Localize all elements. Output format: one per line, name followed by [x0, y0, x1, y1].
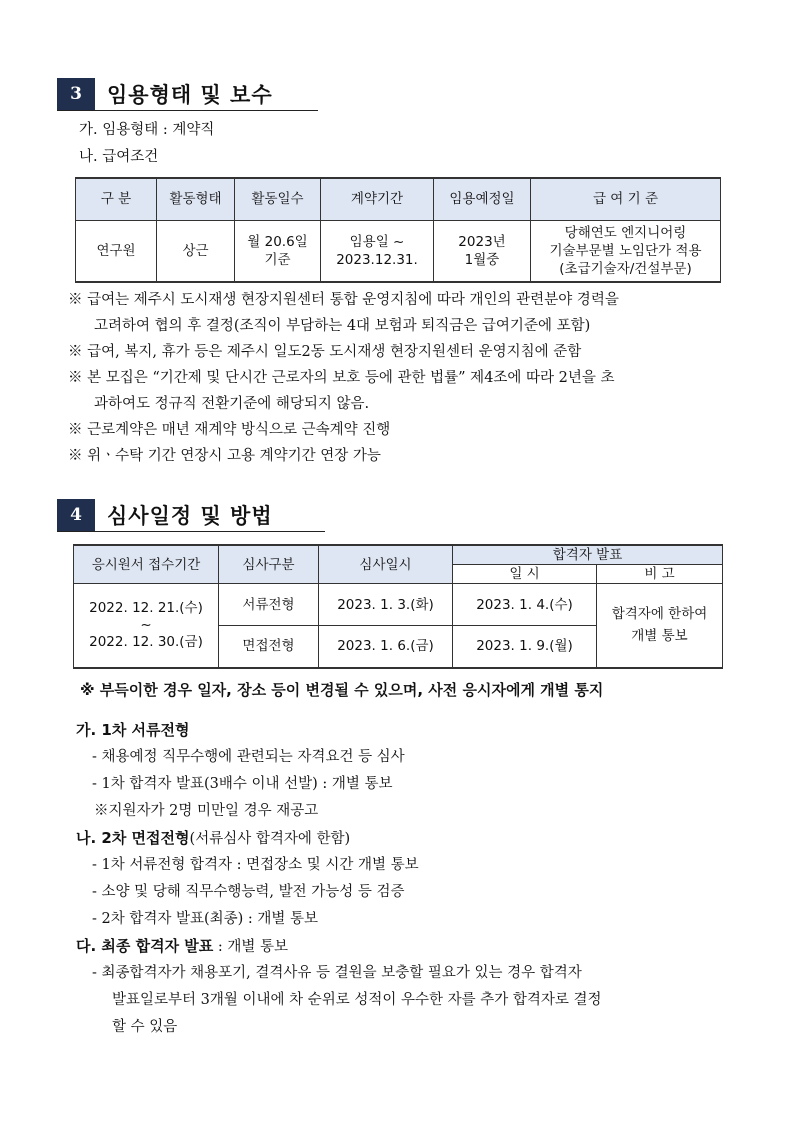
table-header: 심사일시: [319, 545, 453, 584]
section-title: 임용형태 및 보수: [107, 83, 273, 107]
table-cell: 2023. 1. 9.(월): [453, 626, 597, 668]
step-a-item: - 1차 합격자 발표(3배수 이내 선발) : 개별 통보: [92, 776, 393, 792]
cell-line: (초급기술자/건설부문): [559, 260, 692, 277]
note: ※ 급여, 복지, 휴가 등은 제주시 일도2동 도시재생 현장지원센터 운영지침에 준함: [68, 344, 582, 360]
step-b-item: - 2차 합격자 발표(최종) : 개별 통보: [92, 911, 319, 927]
table-cell: 2023. 1. 4.(수): [453, 584, 597, 626]
step-b-suffix: (서류심사 합격자에 한함): [189, 831, 351, 847]
cell-line: 2023.12.31.: [336, 251, 418, 268]
cell-line: 1월중: [464, 251, 500, 268]
table-cell: 상근: [157, 220, 235, 282]
table-header: 합격자 발표: [453, 545, 723, 565]
cell-line: 기준: [264, 251, 291, 268]
table-cell: 2023. 1. 6.(금): [319, 626, 453, 668]
table-header: 계약기간: [321, 178, 434, 220]
cell-line: 합격자에 한하여: [611, 606, 708, 623]
schedule-table: [73, 544, 723, 669]
table-cell: 연구원: [76, 220, 157, 282]
section-number: 4: [57, 499, 95, 531]
section-4-header: [57, 499, 273, 531]
note-continued: 고려하여 협의 후 결정(조직이 부담하는 4대 보험과 퇴직금은 급여기준에 포함): [94, 318, 591, 334]
table-cell: 면접전형: [219, 626, 319, 668]
cell-line: 2022. 12. 21.(수): [89, 600, 203, 617]
note-continued: 과하여도 정규직 전환기준에 해당되지 않음.: [94, 396, 370, 412]
step-c-item-continued: 발표일로부터 3개월 이내에 차 순위로 성적이 우수한 자를 추가 합격자로 결정: [112, 992, 602, 1008]
table-header: 급 여 기 준: [531, 178, 721, 220]
table-cell: [434, 220, 531, 282]
employment-type: 가. 임용형태 : 계약직: [79, 122, 215, 138]
cell-line: ~: [140, 617, 152, 634]
table-header: 구 분: [76, 178, 157, 220]
table-header: 활동형태: [157, 178, 235, 220]
table-cell: 서류전형: [219, 584, 319, 626]
step-b-item: - 소양 및 당해 직무수행능력, 발전 가능성 등 검증: [92, 884, 405, 900]
step-c-heading: [76, 936, 288, 957]
table-cell: [74, 584, 219, 668]
step-c-item: - 최종합격자가 채용포기, 결격사유 등 결원을 보충할 필요가 있는 경우 합격자: [92, 965, 582, 981]
salary-condition-heading: 나. 급여조건: [79, 149, 159, 165]
note: ※ 위ㆍ수탁 기간 연장시 고용 계약기간 연장 가능: [68, 448, 381, 464]
section-underline: [57, 531, 325, 532]
cell-line: 당해연도 엔지니어링: [564, 224, 687, 241]
cell-line: 기술부문별 노임단가 적용: [549, 242, 702, 259]
table-header: 일 시: [453, 565, 597, 584]
cell-line: 2022. 12. 30.(금): [89, 634, 203, 651]
section-title: 심사일정 및 방법: [107, 504, 273, 528]
table-cell: [321, 220, 434, 282]
table-cell: [235, 220, 321, 282]
section-3-header: [57, 78, 273, 110]
note: ※ 급여는 제주시 도시재생 현장지원센터 통합 운영지침에 따라 개인의 관련분야 경력을: [68, 292, 619, 308]
table-header: 임용예정일: [434, 178, 531, 220]
table-cell: [597, 584, 723, 668]
cell-line: 임용일 ~: [349, 233, 405, 250]
step-b-title: 나. 2차 면접전형: [76, 829, 190, 847]
step-a-note: ※지원자가 2명 미만일 경우 재공고: [94, 803, 319, 819]
step-a-item: - 채용예정 직무수행에 관련되는 자격요건 등 심사: [92, 749, 405, 765]
table-cell: 2023. 1. 3.(화): [319, 584, 453, 626]
table-row: [76, 220, 721, 282]
table-cell: [531, 220, 721, 282]
cell-line: 월 20.6일: [247, 233, 308, 250]
note: ※ 근로계약은 매년 재계약 방식으로 근속계약 진행: [68, 422, 391, 438]
step-c-item-continued: 할 수 있음: [112, 1019, 178, 1035]
section-number: 3: [57, 78, 95, 110]
step-c-suffix: : 개별 통보: [213, 939, 289, 955]
table-header: 심사구분: [219, 545, 319, 584]
note: ※ 본 모집은 “기간제 및 단시간 근로자의 보호 등에 관한 법률” 제4조에 따라 2년을 초: [68, 370, 615, 386]
step-c-title: 다. 최종 합격자 발표: [76, 937, 214, 955]
cell-line: 개별 통보: [631, 628, 688, 645]
table-row: [74, 584, 723, 626]
salary-table: [75, 177, 721, 283]
table-header: 응시원서 접수기간: [74, 545, 219, 584]
table-header: 활동일수: [235, 178, 321, 220]
step-b-item: - 1차 서류전형 합격자 : 면접장소 및 시간 개별 통보: [92, 857, 419, 873]
table-header: 비 고: [597, 565, 723, 584]
step-b-heading: [76, 828, 350, 849]
schedule-warning: ※ 부득이한 경우 일자, 장소 등이 변경될 수 있으며, 사전 응시자에게 개별 통지: [80, 681, 604, 699]
cell-line: 2023년: [458, 233, 506, 250]
step-a-title: 가. 1차 서류전형: [76, 721, 190, 739]
section-underline: [57, 110, 318, 111]
